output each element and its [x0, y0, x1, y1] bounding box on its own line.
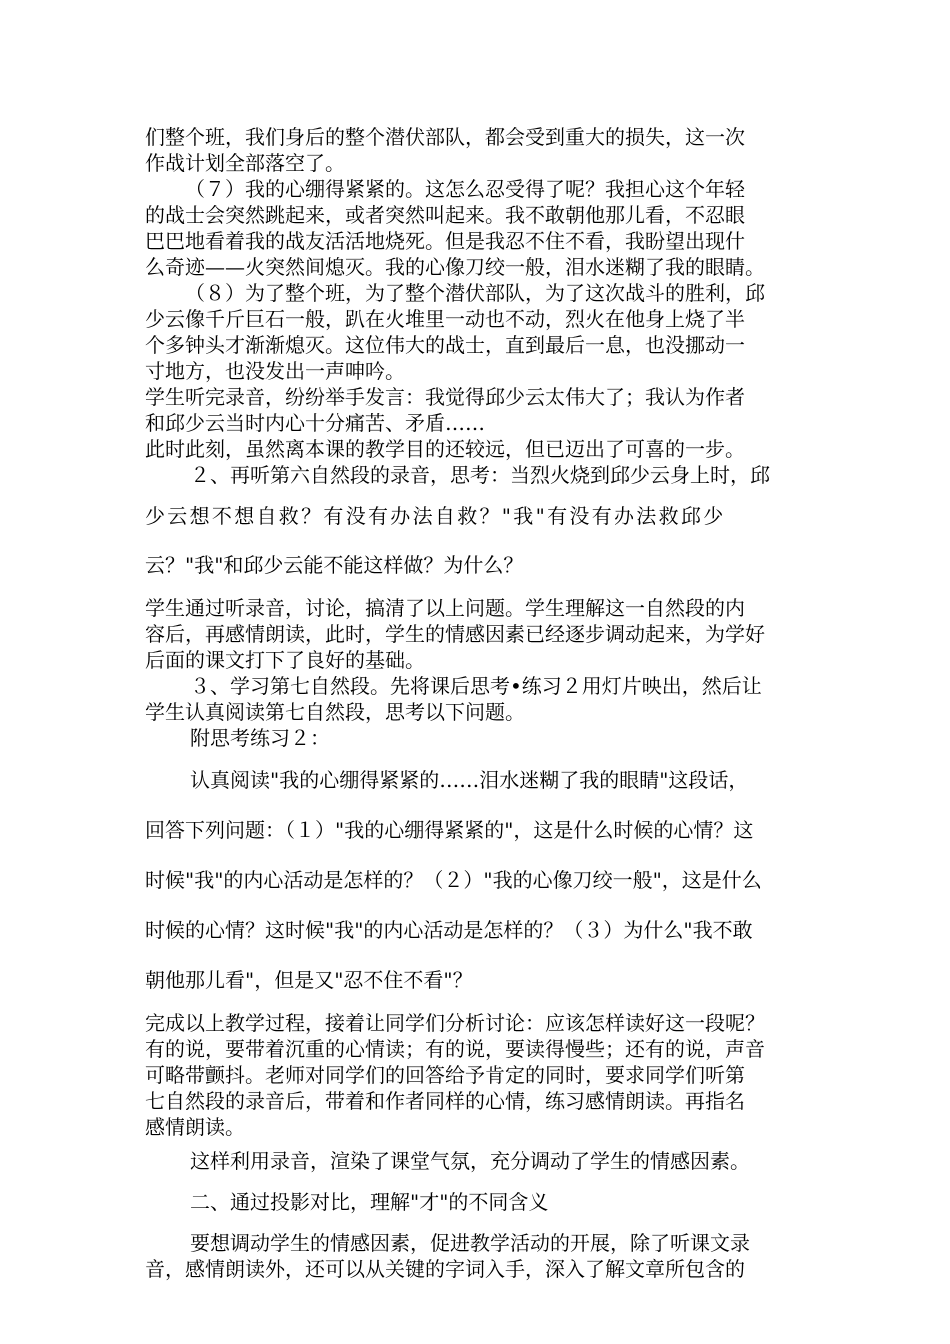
text-line: 有的说，要带着沉重的心情读；有的说，要读得慢些；还有的说，声音 — [145, 1037, 765, 1061]
text-line: 可略带颤抖。老师对同学们的回答给予肯定的同时，要求同学们听第 — [145, 1063, 745, 1087]
text-line: 个多钟头才渐渐熄灭。这位伟大的战士，直到最后一息，也没挪动一 — [145, 333, 745, 357]
text-line: 云？"我"和邱少云能不能这样做？为什么？ — [145, 553, 524, 577]
section-two-heading: 二、通过投影对比，理解"才"的不同含义 — [190, 1190, 549, 1214]
text-line: 么奇迹——火突然间熄灭。我的心像刀绞一般，泪水迷糊了我的眼睛。 — [145, 255, 765, 279]
text-line: 完成以上教学过程，接着让同学们分析讨论：应该怎样读好这一段呢？ — [145, 1011, 765, 1035]
text-line: 音，感情朗读外，还可以从关键的字词入手，深入了解文章所包含的 — [145, 1257, 745, 1281]
text-line: 少云像千斤巨石一般，趴在火堆里一动也不动，烈火在他身上烧了半 — [145, 307, 745, 331]
text-line: 寸地方，也没发出一声呻吟。 — [145, 359, 405, 383]
text-line: 七自然段的录音后，带着和作者同样的心情，练习感情朗读。再指名 — [145, 1089, 745, 1113]
exercise-line: 时候"我"的内心活动是怎样的？（２）"我的心像刀绞一般"，这是什么 — [145, 868, 762, 892]
paragraph-8-start: （８）为了整个班，为了整个潜伏部队，为了这次战斗的胜利，邱 — [185, 281, 765, 305]
text-line: 的战士会突然跳起来，或者突然叫起来。我不敢朝他那儿看，不忍眼 — [145, 203, 745, 227]
text-line: 容后，再感情朗读，此时，学生的情感因素已经逐步调动起来，为学好 — [145, 622, 765, 646]
exercise-line: 朝他那儿看"，但是又"忍不住不看"？ — [145, 968, 473, 992]
exercise-line: 回答下列问题：（１）"我的心绷得紧紧的"，这是什么时候的心情？这 — [145, 818, 754, 842]
text-line: 作战计划全部落空了。 — [145, 151, 345, 175]
text-line: 和邱少云当时内心十分痛苦、矛盾…… — [145, 411, 485, 435]
text-line: 学生听完录音，纷纷举手发言：我觉得邱少云太伟大了；我认为作者 — [145, 385, 745, 409]
exercise-2-label: 附思考练习２： — [190, 726, 330, 750]
paragraph-7-start: （７）我的心绷得紧紧的。这怎么忍受得了呢？我担心这个年轻 — [185, 177, 745, 201]
text-line: 巴巴地看着我的战友活活地烧死。但是我忍不住不看，我盼望出现什 — [145, 229, 745, 253]
step-2-heading: ２、再听第六自然段的录音，思考：当烈火烧到邱少云身上时，邱 — [190, 463, 770, 487]
text-line: 们整个班，我们身后的整个潜伏部队，都会受到重大的损失，这一次 — [145, 125, 745, 149]
text-line: 学生认真阅读第七自然段，思考以下问题。 — [145, 700, 525, 724]
text-line: 要想调动学生的情感因素，促进教学活动的开展，除了听课文录 — [190, 1231, 750, 1255]
text-line: 这样利用录音，渲染了课堂气氛，充分调动了学生的情感因素。 — [190, 1149, 750, 1173]
step-3-heading: ３、学习第七自然段。先将课后思考•练习２用灯片映出，然后让 — [190, 674, 762, 698]
text-line: 学生通过听录音，讨论，搞清了以上问题。学生理解这一自然段的内 — [145, 596, 745, 620]
text-line: 少云想不想自救？有没有办法自救？"我"有没有办法救邱少 — [145, 504, 726, 528]
text-line: 感情朗读。 — [145, 1115, 245, 1139]
text-line: 后面的课文打下了良好的基础。 — [145, 648, 425, 672]
exercise-line: 认真阅读"我的心绷得紧紧的……泪水迷糊了我的眼睛"这段话， — [190, 768, 749, 792]
text-line: 此时此刻，虽然离本课的教学目的还较远，但已迈出了可喜的一步。 — [145, 437, 745, 461]
exercise-line: 时候的心情？这时候"我"的内心活动是怎样的？（３）为什么"我不敢 — [145, 918, 753, 942]
